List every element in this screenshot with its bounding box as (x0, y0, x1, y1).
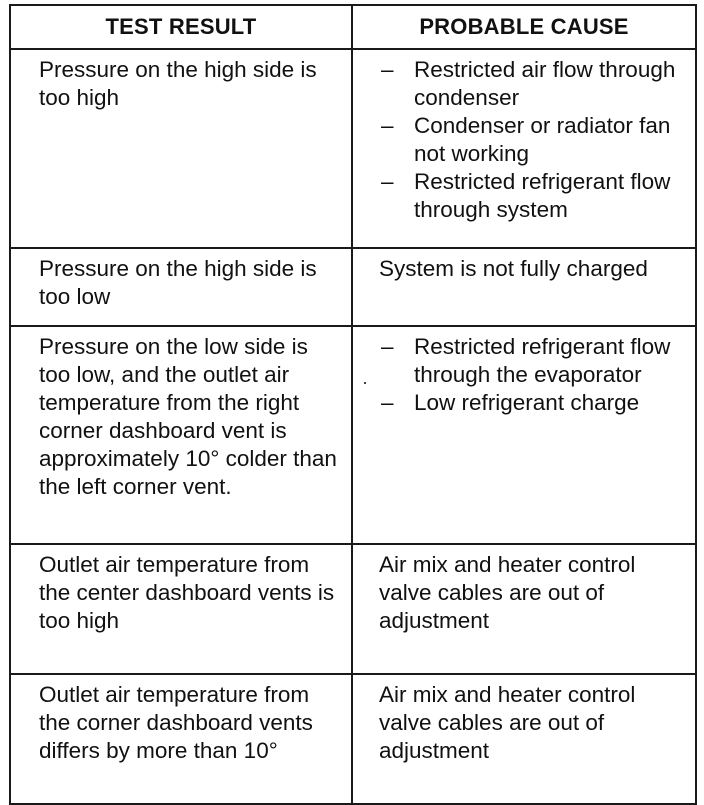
cause-item (379, 56, 687, 112)
cause-item (379, 389, 687, 417)
probable-cause-cell: System is not fully charged (352, 248, 696, 326)
cause-list (379, 56, 687, 224)
scan-speck (364, 382, 366, 384)
probable-cause-cell (352, 49, 696, 248)
table-row (10, 248, 696, 326)
table-row (10, 326, 696, 544)
dash-bullet: – (381, 334, 394, 359)
cause-text: Condenser or radiator fan not working (414, 113, 671, 166)
cause-text: Restricted refrigerant flow through the evaporator (414, 334, 671, 387)
probable-cause-cell: Air mix and heater control valve cables are out of adjustment (352, 674, 696, 804)
test-result-cell: Outlet air temperature from the corner dashboard vents differs by more than 10° (10, 674, 352, 804)
table-row (10, 544, 696, 674)
diagnosis-table (9, 4, 697, 805)
dash-bullet: – (381, 169, 394, 194)
cause-item (379, 112, 687, 168)
header-probable-cause: PROBABLE CAUSE (352, 5, 696, 49)
table-row (10, 49, 696, 248)
probable-cause-cell (352, 326, 696, 544)
cause-list (379, 333, 687, 417)
header-test-result: TEST RESULT (10, 5, 352, 49)
cause-text: Restricted air flow through condenser (414, 57, 676, 110)
cause-item (379, 168, 687, 224)
cause-item (379, 333, 687, 389)
cause-text: Restricted refrigerant flow through system (414, 169, 671, 222)
cause-text: Low refrigerant charge (414, 390, 640, 415)
probable-cause-cell: Air mix and heater control valve cables are out of adjustment (352, 544, 696, 674)
table-row (10, 674, 696, 804)
dash-bullet: – (381, 57, 394, 82)
test-result-cell: Outlet air temperature from the center dashboard vents is too high (10, 544, 352, 674)
dash-bullet: – (381, 113, 394, 138)
dash-bullet: – (381, 390, 394, 415)
header-row (10, 5, 696, 49)
test-result-cell: Pressure on the low side is too low, and the outlet air temperature from the right corner dashboard vent is approximately 10° colder than the left corner vent. (10, 326, 352, 544)
test-result-cell: Pressure on the high side is too low (10, 248, 352, 326)
test-result-cell: Pressure on the high side is too high (10, 49, 352, 248)
